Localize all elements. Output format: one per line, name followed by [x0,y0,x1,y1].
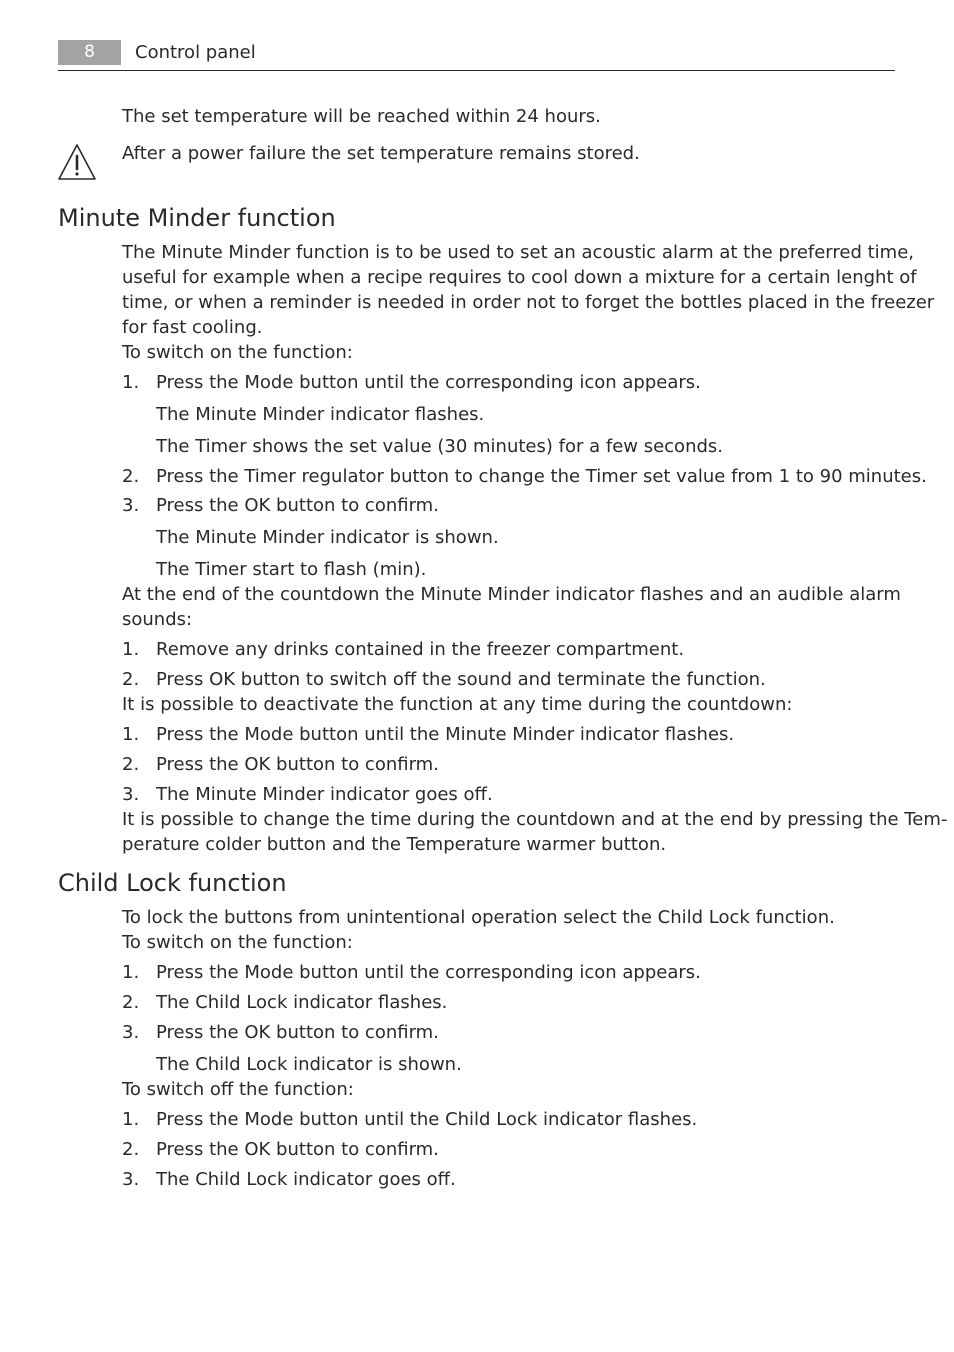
step-note: The Child Lock indicator is shown. [156,1054,462,1075]
child-lock-desc: To lock the buttons from unintentional operation select the Child Lock function. [122,907,835,928]
step-note: The Timer start to flash (min). [156,559,427,580]
section-title: Control panel [135,42,256,63]
list-text: The Child Lock indicator goes off. [156,1169,456,1190]
header-divider [58,70,895,71]
list-text: Press the Mode button until the corresponding icon appears. [156,372,701,393]
list-number: 1. [122,724,140,745]
list-text: The Minute Minder indicator goes off. [156,784,493,805]
list-text: Press the Mode button until the corresponding icon appears. [156,962,701,983]
minute-minder-desc-1: The Minute Minder function is to be used to set an acoustic alarm at the preferred time, [122,242,915,263]
list-number: 1. [122,1109,140,1130]
list-text: Press the OK button to confirm. [156,495,439,516]
minute-minder-desc-3: time, or when a reminder is needed in order not to forget the bottles placed in the freezer [122,292,935,313]
list-text: Press the Mode button until the Child Lock indicator flashes. [156,1109,698,1130]
list-number: 3. [122,784,140,805]
list-number: 2. [122,992,140,1013]
intro-line-2: After a power failure the set temperature remains stored. [122,143,640,164]
deactivate-intro: It is possible to deactivate the function at any time during the countdown: [122,694,793,715]
warning-icon [56,142,98,182]
list-text: The Child Lock indicator flashes. [156,992,448,1013]
list-number: 1. [122,639,140,660]
list-number: 2. [122,754,140,775]
child-lock-heading: Child Lock function [58,869,287,897]
list-text: Press the Timer regulator button to change the Timer set value from 1 to 90 minutes. [156,466,927,487]
change-time-2: perature colder button and the Temperature warmer button. [122,834,667,855]
step-note: The Minute Minder indicator is shown. [156,527,499,548]
intro-line-1: The set temperature will be reached within 24 hours. [122,106,601,127]
list-number: 1. [122,372,140,393]
change-time-1: It is possible to change the time during the countdown and at the end by pressing the Tem- [122,809,948,830]
list-number: 2. [122,669,140,690]
minute-minder-switch-on: To switch on the function: [122,342,353,363]
child-lock-switch-off: To switch off the function: [122,1079,354,1100]
minute-minder-desc-2: useful for example when a recipe requires to cool down a mixture for a certain lenght of [122,267,917,288]
end-countdown-1: At the end of the countdown the Minute Minder indicator flashes and an audible alarm [122,584,901,605]
list-text: Press the OK button to confirm. [156,754,439,775]
minute-minder-heading: Minute Minder function [58,204,336,232]
list-number: 2. [122,1139,140,1160]
list-text: Press the OK button to confirm. [156,1139,439,1160]
step-note: The Timer shows the set value (30 minutes) for a few seconds. [156,436,723,457]
end-countdown-2: sounds: [122,609,193,630]
list-number: 1. [122,962,140,983]
list-text: Press the OK button to confirm. [156,1022,439,1043]
list-number: 3. [122,495,140,516]
list-text: Remove any drinks contained in the freezer compartment. [156,639,685,660]
list-number: 2. [122,466,140,487]
child-lock-switch-on: To switch on the function: [122,932,353,953]
page-number: 8 [58,40,121,65]
step-note: The Minute Minder indicator flashes. [156,404,485,425]
page-header [58,40,895,72]
list-number: 3. [122,1169,140,1190]
list-text: Press OK button to switch off the sound and terminate the function. [156,669,766,690]
list-number: 3. [122,1022,140,1043]
list-text: Press the Mode button until the Minute Minder indicator flashes. [156,724,735,745]
minute-minder-desc-4: for fast cooling. [122,317,263,338]
